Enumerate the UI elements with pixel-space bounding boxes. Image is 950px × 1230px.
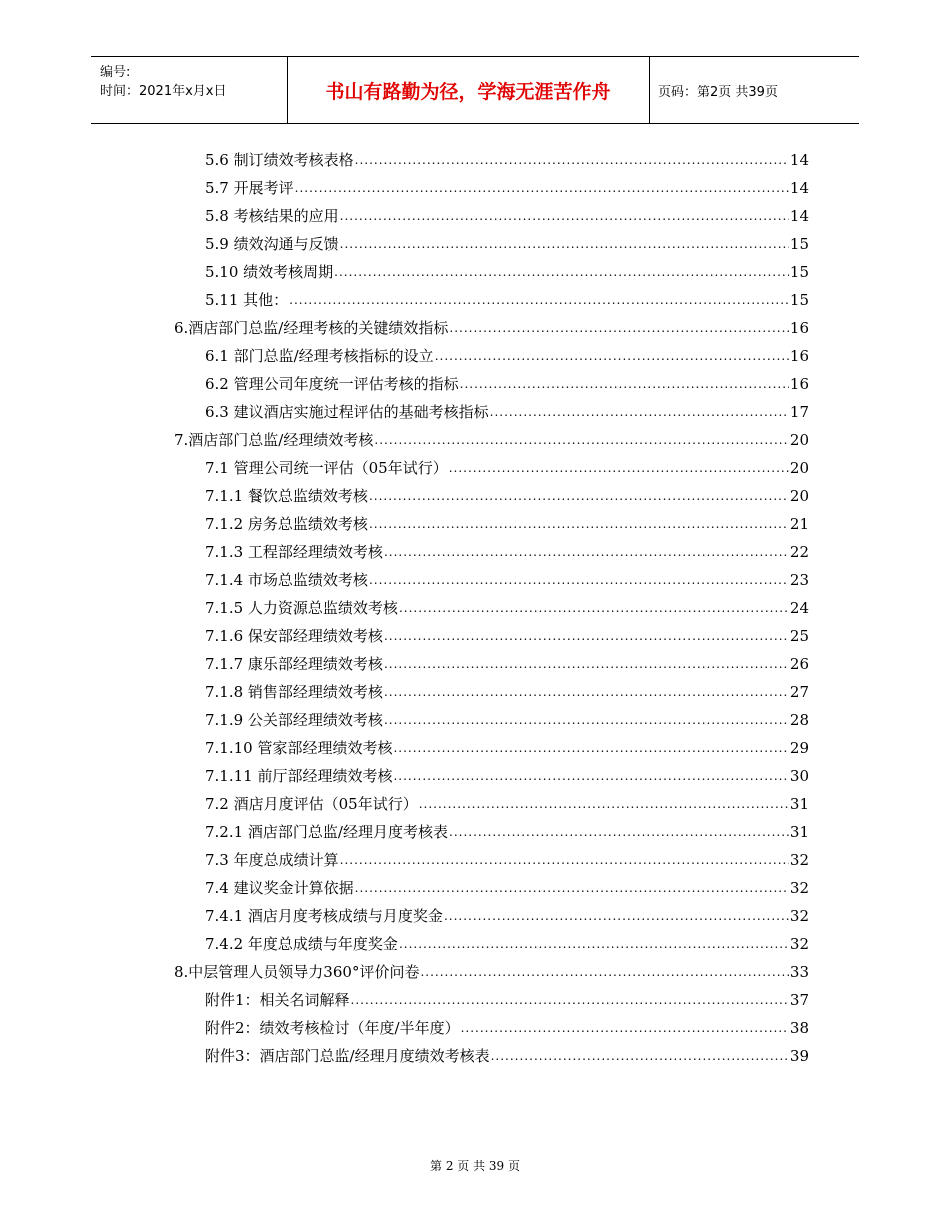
toc-leader-dots <box>444 906 789 926</box>
toc-entry-page: 28 <box>789 711 809 729</box>
toc-entry-title: 6.2 管理公司年度统一评估考核的指标 <box>205 375 459 393</box>
toc-entry[interactable] <box>205 734 809 758</box>
toc-entry-page: 16 <box>789 375 809 393</box>
toc-entry-title: 附件2：绩效考核检讨（年度/半年度） <box>205 1019 460 1037</box>
toc-entry-page: 16 <box>789 347 809 365</box>
toc-entry-page: 29 <box>789 739 809 757</box>
document-number-label: 编号: <box>100 65 131 80</box>
toc-entry-page: 33 <box>789 963 809 981</box>
toc-entry[interactable] <box>205 1014 809 1038</box>
toc-entry-title: 7.1.4 市场总监绩效考核 <box>205 571 368 589</box>
toc-entry[interactable] <box>174 958 809 982</box>
page-header <box>91 56 859 124</box>
toc-entry[interactable] <box>205 370 809 394</box>
toc-entry-title: 8.中层管理人员领导力360°评价问卷 <box>174 963 420 981</box>
toc-leader-dots <box>384 710 789 730</box>
toc-entry-title: 5.9 绩效沟通与反馈 <box>205 235 339 253</box>
toc-leader-dots <box>340 850 789 870</box>
toc-entry-page: 30 <box>789 767 809 785</box>
header-motto: 书山有路勤为径，学海无涯苦作舟 <box>325 81 611 103</box>
toc-leader-dots <box>399 934 789 954</box>
toc-entry-title: 5.11 其他： <box>205 291 289 309</box>
toc-entry-page: 14 <box>789 151 809 169</box>
toc-leader-dots <box>384 654 789 674</box>
toc-entry-title: 5.8 考核结果的应用 <box>205 207 339 225</box>
toc-entry-title: 5.7 开展考评 <box>205 179 294 197</box>
toc-entry-page: 14 <box>789 207 809 225</box>
toc-entry-page: 15 <box>789 235 809 253</box>
toc-leader-dots <box>369 514 789 534</box>
toc-entry-page: 31 <box>789 795 809 813</box>
toc-entry-page: 20 <box>789 431 809 449</box>
header-page-info: 页码：第2页 共39页 <box>658 85 778 100</box>
toc-entry-page: 32 <box>789 935 809 953</box>
toc-entry-page: 25 <box>789 627 809 645</box>
toc-entry-page: 15 <box>789 291 809 309</box>
toc-entry-title: 7.1.8 销售部经理绩效考核 <box>205 683 383 701</box>
toc-leader-dots <box>490 402 789 422</box>
toc-entry-page: 15 <box>789 263 809 281</box>
toc-entry[interactable] <box>205 706 809 730</box>
toc-leader-dots <box>334 262 789 282</box>
toc-entry-title: 7.1.9 公关部经理绩效考核 <box>205 711 383 729</box>
toc-entry-title: 附件3：酒店部门总监/经理月度绩效考核表 <box>205 1047 490 1065</box>
toc-leader-dots <box>384 542 789 562</box>
toc-entry-page: 32 <box>789 851 809 869</box>
toc-entry-title: 7.1.6 保安部经理绩效考核 <box>205 627 383 645</box>
toc-leader-dots <box>369 570 789 590</box>
toc-entry-page: 17 <box>789 403 809 421</box>
toc-entry-title: 7.1.7 康乐部经理绩效考核 <box>205 655 383 673</box>
toc-entry-title: 5.6 制订绩效考核表格 <box>205 151 354 169</box>
toc-entry-title: 6.1 部门总监/经理考核指标的设立 <box>205 347 434 365</box>
toc-entry[interactable] <box>205 342 809 366</box>
toc-entry-title: 7.4 建议奖金计算依据 <box>205 879 354 897</box>
toc-leader-dots <box>420 962 788 982</box>
toc-entry[interactable] <box>205 454 809 478</box>
toc-leader-dots <box>399 598 789 618</box>
toc-leader-dots <box>369 486 789 506</box>
toc-entry[interactable] <box>205 202 809 226</box>
toc-entry[interactable] <box>174 426 809 450</box>
toc-entry-page: 14 <box>789 179 809 197</box>
toc-leader-dots <box>449 318 789 338</box>
header-motto-cell <box>287 57 650 123</box>
toc-entry[interactable] <box>205 258 809 282</box>
toc-entry[interactable] <box>205 818 809 842</box>
header-page-cell <box>649 57 859 123</box>
toc-entry-title: 7.2 酒店月度评估（05年试行） <box>205 795 418 813</box>
toc-entry[interactable] <box>205 1042 809 1066</box>
toc-leader-dots <box>449 822 789 842</box>
toc-leader-dots <box>384 626 789 646</box>
toc-leader-dots <box>355 150 789 170</box>
toc-entry[interactable] <box>205 930 809 954</box>
toc-entry[interactable] <box>205 874 809 898</box>
toc-entry-title: 5.10 绩效考核周期 <box>205 263 334 281</box>
toc-entry-page: 39 <box>789 1047 809 1065</box>
toc-entry-page: 23 <box>789 571 809 589</box>
toc-entry-title: 7.1.10 管家部经理绩效考核 <box>205 739 393 757</box>
toc-entry[interactable] <box>205 594 809 618</box>
toc-entry[interactable] <box>205 846 809 870</box>
toc-entry[interactable] <box>205 790 809 814</box>
toc-entry[interactable] <box>205 510 809 534</box>
toc-leader-dots <box>419 794 789 814</box>
toc-entry-page: 22 <box>789 543 809 561</box>
toc-entry[interactable] <box>205 986 809 1010</box>
toc-entry-title: 7.1.5 人力资源总监绩效考核 <box>205 599 398 617</box>
toc-leader-dots <box>355 878 789 898</box>
toc-leader-dots <box>295 178 789 198</box>
toc-entry-title: 7.1 管理公司统一评估（05年试行） <box>205 459 448 477</box>
toc-entry-page: 16 <box>789 319 809 337</box>
toc-entry-page: 32 <box>789 907 809 925</box>
toc-leader-dots <box>374 430 789 450</box>
toc-entry-title: 7.1.2 房务总监绩效考核 <box>205 515 368 533</box>
page-footer: 第 2 页 共 39 页 <box>430 1159 520 1173</box>
toc-entry-title: 7.酒店部门总监/经理绩效考核 <box>174 431 374 449</box>
toc-entry-page: 38 <box>789 1019 809 1037</box>
toc-entry-page: 20 <box>789 459 809 477</box>
toc-entry-title: 7.4.1 酒店月度考核成绩与月度奖金 <box>205 907 443 925</box>
toc-leader-dots <box>340 234 789 254</box>
toc-entry-title: 7.3 年度总成绩计算 <box>205 851 339 869</box>
document-time-label: 时间：2021年x月x日 <box>100 84 227 99</box>
toc-entry-page: 26 <box>789 655 809 673</box>
toc-entry[interactable] <box>205 146 809 170</box>
toc-entry-title: 7.2.1 酒店部门总监/经理月度考核表 <box>205 823 448 841</box>
toc-entry-title: 7.1.11 前厅部经理绩效考核 <box>205 767 393 785</box>
toc-leader-dots <box>393 738 788 758</box>
toc-entry-title: 7.4.2 年度总成绩与年度奖金 <box>205 935 398 953</box>
toc-entry[interactable] <box>205 286 809 310</box>
toc-entry-page: 27 <box>789 683 809 701</box>
toc-entry-page: 37 <box>789 991 809 1009</box>
toc-leader-dots <box>340 206 789 226</box>
toc-leader-dots <box>461 1018 789 1038</box>
toc-entry-page: 20 <box>789 487 809 505</box>
toc-entry[interactable] <box>205 678 809 702</box>
toc-entry-title: 7.1.1 餐饮总监绩效考核 <box>205 487 368 505</box>
toc-leader-dots <box>393 766 788 786</box>
toc-leader-dots <box>289 290 789 310</box>
toc-entry-page: 31 <box>789 823 809 841</box>
toc-entry[interactable] <box>205 622 809 646</box>
toc-entry-title: 7.1.3 工程部经理绩效考核 <box>205 543 383 561</box>
toc-entry-title: 附件1：相关名词解释 <box>205 991 350 1009</box>
toc-entry-page: 21 <box>789 515 809 533</box>
toc-leader-dots <box>384 682 789 702</box>
toc-entry[interactable] <box>205 566 809 590</box>
toc-entry[interactable] <box>205 650 809 674</box>
toc-entry[interactable] <box>205 762 809 786</box>
toc-leader-dots <box>435 346 789 366</box>
toc-entry[interactable] <box>174 314 809 338</box>
toc-entry[interactable] <box>205 230 809 254</box>
toc-entry[interactable] <box>205 174 809 198</box>
toc-entry[interactable] <box>205 902 809 926</box>
toc-entry-page: 24 <box>789 599 809 617</box>
toc-leader-dots <box>351 990 789 1010</box>
toc-leader-dots <box>491 1046 789 1066</box>
toc-leader-dots <box>449 458 789 478</box>
toc-entry-title: 6.酒店部门总监/经理考核的关键绩效指标 <box>174 319 449 337</box>
toc-entry[interactable] <box>205 538 809 562</box>
toc-entry-title: 6.3 建议酒店实施过程评估的基础考核指标 <box>205 403 489 421</box>
toc-entry-page: 32 <box>789 879 809 897</box>
toc-entry[interactable] <box>205 398 809 422</box>
toc-entry[interactable] <box>205 482 809 506</box>
toc-leader-dots <box>460 374 789 394</box>
header-meta-cell <box>91 57 288 123</box>
